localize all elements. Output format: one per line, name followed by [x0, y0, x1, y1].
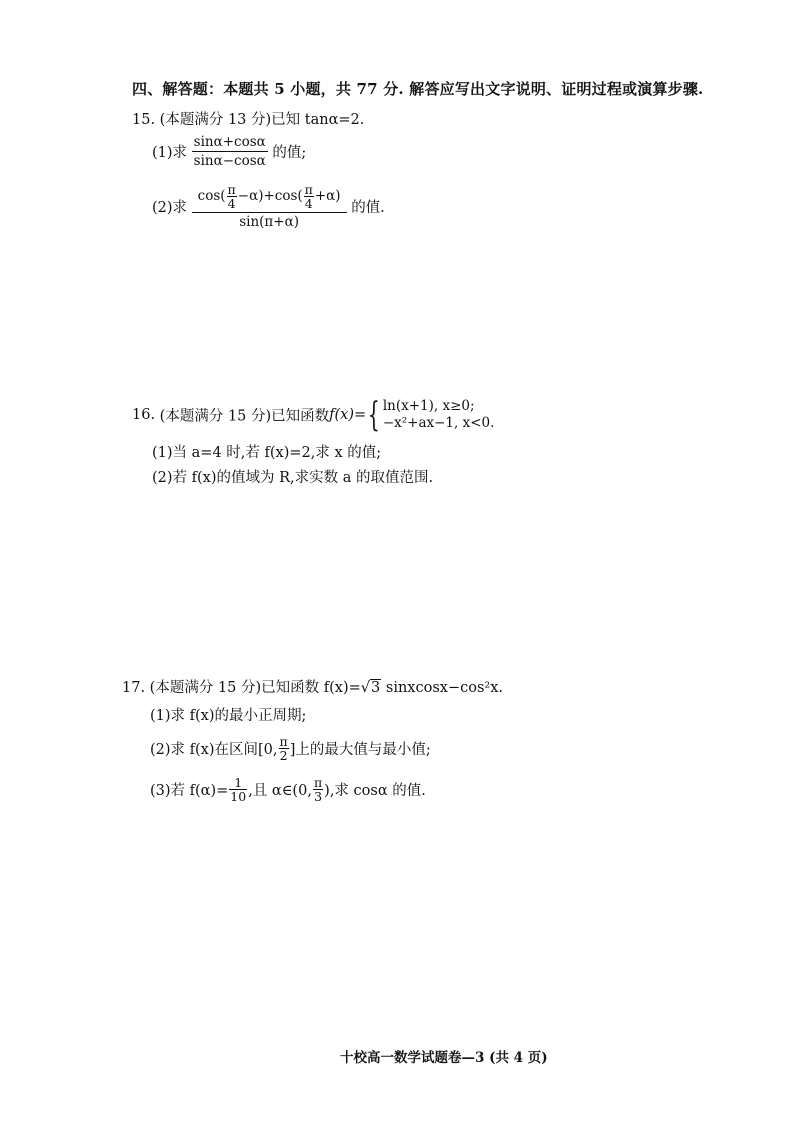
q17-p3-b: ,且 α∈(0,: [248, 783, 312, 799]
q15-p1-prefix: (1)求: [152, 145, 188, 161]
pi-symbol: π: [304, 182, 313, 197]
q17-p2-b: ]上的最大值与最小值;: [289, 742, 431, 758]
one-digit: 1: [229, 776, 247, 790]
q15-p1-fraction: [192, 134, 268, 169]
q17-p3-c: ),求 cosα 的值.: [324, 783, 426, 799]
q16-number: 16.: [132, 407, 156, 423]
four-digit: 4: [304, 196, 313, 211]
pi-symbol: π: [227, 182, 236, 197]
q15-p2-pi-over-4-b: [304, 183, 314, 210]
q17-sqrt-value: 3: [371, 680, 381, 696]
q16-intro: [132, 395, 495, 435]
two-digit: 2: [279, 748, 288, 763]
q17-part3: [150, 776, 426, 803]
q15-part1: [152, 134, 306, 169]
q15-intro-text: (本题满分 13 分)已知 tanα=2.: [159, 112, 365, 128]
q16-case2: −x²+ax−1, x<0.: [382, 415, 495, 431]
q17-number: 17.: [122, 680, 146, 696]
q17-p3-a: (3)若 f(α)=: [150, 783, 229, 799]
q16-piecewise: [383, 398, 495, 432]
q17-p2-a: (2)求 f(x)在区间[0,: [150, 742, 278, 758]
q16-part2: (2)若 f(x)的值域为 R,求实数 a 的取值范围.: [152, 470, 434, 486]
q17-intro: [122, 676, 503, 697]
q17-intro-text: (本题满分 15 分)已知函数 f(x)=: [149, 680, 361, 696]
q15-p2-prefix: (2)求: [152, 200, 188, 216]
q15-p2-denominator: sin(π+α): [239, 214, 299, 230]
q17-pi-over-2: [279, 735, 289, 762]
q15-p1-denominator: sinα−cosα: [193, 153, 266, 169]
q16-part1: (1)当 a=4 时,若 f(x)=2,求 x 的值;: [152, 445, 382, 461]
q15-p2-pi-over-4-a: [227, 183, 237, 210]
q15-p2-numerator: [192, 183, 347, 213]
q15-part2: [152, 183, 385, 230]
four-digit: 4: [227, 196, 236, 211]
q15-intro: [132, 108, 364, 129]
pi-symbol: π: [313, 775, 323, 790]
q15-p2-cos-c: +α): [314, 188, 341, 204]
q15-p1-suffix: 的值;: [272, 145, 307, 161]
q17-part1: (1)求 f(x)的最小正周期;: [150, 708, 307, 724]
q15-number: 15.: [132, 112, 156, 128]
q17-one-over-ten: [229, 776, 247, 803]
q17-pi-over-3: [313, 776, 323, 803]
three-digit: 3: [314, 789, 323, 804]
ten-digit: 10: [230, 789, 247, 804]
pi-symbol: π: [279, 734, 288, 749]
left-brace: {: [368, 395, 380, 435]
q17-intro-tail: sinxcosx−cos²x.: [381, 680, 503, 696]
q15-p2-suffix: 的值.: [351, 200, 385, 216]
q15-p1-numerator: sinα+cosα: [193, 134, 266, 150]
q15-p2-fraction: [192, 183, 347, 230]
q15-p2-cos-b: −α)+cos(: [237, 188, 303, 204]
q16-case1: ln(x+1), x≥0;: [382, 398, 475, 414]
q17-part2: [150, 735, 431, 762]
section-header: 四、解答题：本题共 5 小题，共 77 分. 解答应写出文字说明、证明过程或演算步骤.: [132, 80, 704, 98]
sqrt-icon: √: [360, 680, 371, 696]
q15-p2-cos-a: cos(: [197, 188, 226, 204]
page-footer: 十校高一数学试题卷—3 (共 4 页): [340, 1050, 548, 1066]
q16-func: f(x)=: [329, 407, 367, 423]
q16-intro-text: (本题满分 15 分)已知函数: [159, 408, 330, 425]
